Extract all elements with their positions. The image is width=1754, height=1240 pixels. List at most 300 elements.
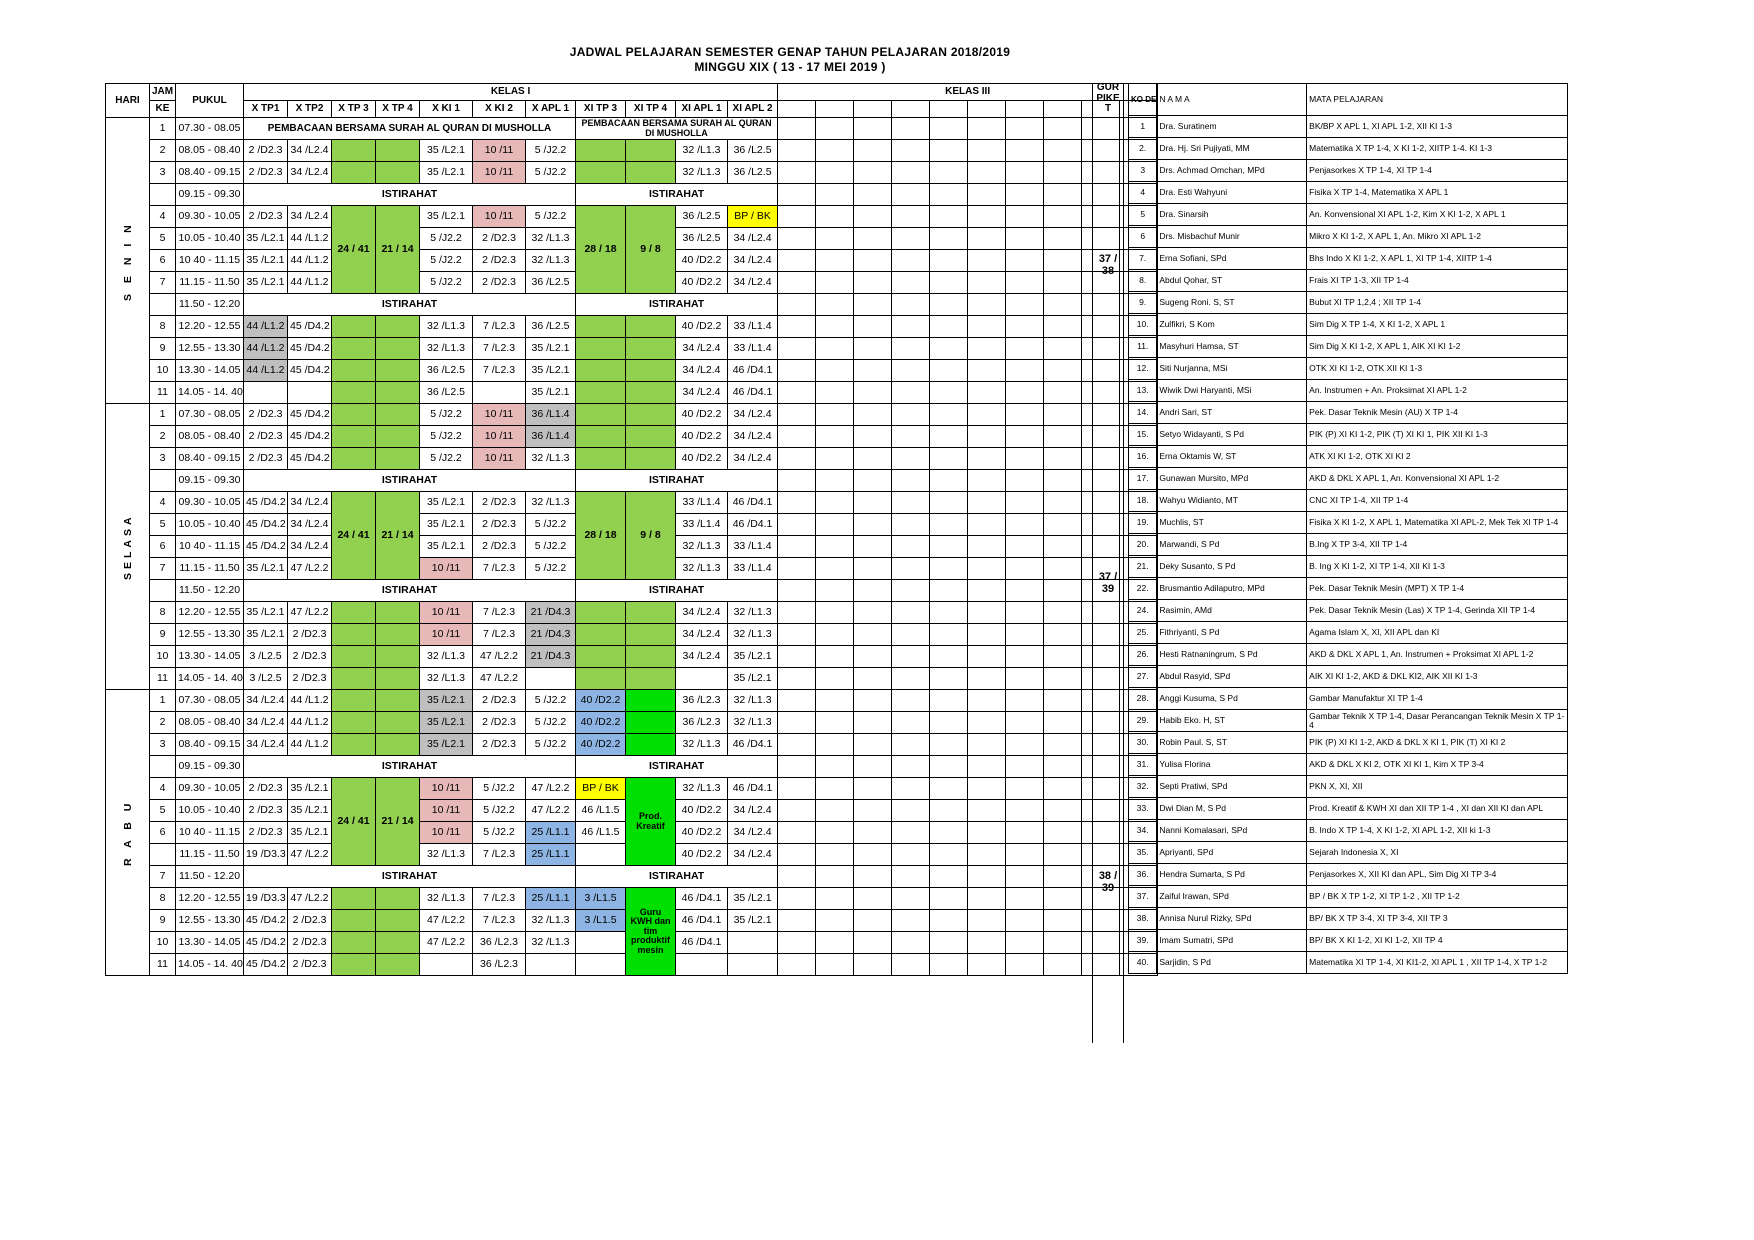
kelas3-cell — [778, 448, 816, 470]
lab-block — [376, 382, 420, 404]
lab-block — [626, 668, 676, 690]
day-label: S E N I N — [106, 118, 150, 404]
class-cell: 7 /L2.3 — [473, 558, 526, 580]
class-cell: 44 /L1.2 — [288, 272, 332, 294]
class-cell: 3 /L2.5 — [244, 646, 288, 668]
kelas3-cell — [778, 118, 816, 140]
kelas3-cell — [968, 272, 1006, 294]
empty-cell — [626, 734, 676, 756]
header-class: X APL 1 — [526, 101, 576, 118]
lab-block: 28 / 18 — [576, 206, 626, 294]
class-cell: 7 /L2.3 — [473, 844, 526, 866]
kelas3-cell — [1044, 448, 1082, 470]
lab-block: 28 / 18 — [576, 492, 626, 580]
kelas3-cell — [816, 338, 854, 360]
teacher-code: 22. — [1129, 578, 1157, 600]
kelas3-cell — [1006, 558, 1044, 580]
class-cell: 7 /L2.3 — [473, 888, 526, 910]
lab-block — [626, 382, 676, 404]
teacher-subject: BK/BP X APL 1, XI APL 1-2, XII KI 1-3 — [1307, 116, 1568, 138]
teacher-subject: Fisika X KI 1-2, X APL 1, Matematika XI APL-2, Mek Tek XI TP 1-4 — [1307, 512, 1568, 534]
kelas3-cell — [968, 888, 1006, 910]
teacher-subject: Pek. Dasar Teknik Mesin (AU) X TP 1-4 — [1307, 402, 1568, 424]
pukul: 10 40 - 11.15 — [176, 822, 244, 844]
kelas3-cell — [1044, 668, 1082, 690]
kelas3-cell — [1006, 118, 1044, 140]
pukul: 12.20 - 12.55 — [176, 316, 244, 338]
kelas3-cell — [968, 514, 1006, 536]
kelas3-cell — [968, 602, 1006, 624]
kelas3-cell — [854, 932, 892, 954]
teacher-row — [1129, 886, 1568, 908]
schedule-row — [106, 382, 1158, 404]
class-cell: 25 /L1.1 — [526, 844, 576, 866]
kelas3-cell — [968, 932, 1006, 954]
class-cell: 35 /L2.1 — [244, 250, 288, 272]
class-cell: 44 /L1.2 — [288, 228, 332, 250]
teacher-name: Setyo Widayanti, S Pd — [1157, 424, 1307, 446]
class-cell: 45 /D4.2 — [244, 492, 288, 514]
class-cell: 40 /D2.2 — [576, 690, 626, 712]
lab-block: 9 / 8 — [626, 206, 676, 294]
class-cell: 34 /L2.4 — [728, 448, 778, 470]
jam-ke — [150, 184, 176, 206]
teacher-name: Erna Oktamis W, ST — [1157, 446, 1307, 468]
class-cell: 34 /L2.4 — [288, 206, 332, 228]
kelas3-cell — [854, 184, 892, 206]
kelas3-cell — [892, 162, 930, 184]
class-cell: 36 /L2.3 — [676, 712, 728, 734]
kelas3-cell — [892, 404, 930, 426]
kelas3-cell — [968, 140, 1006, 162]
kelas3-cell — [816, 250, 854, 272]
pukul: 12.55 - 13.30 — [176, 338, 244, 360]
teacher-name: Wiwik Dwi Haryanti, MSi — [1157, 380, 1307, 402]
teacher-code: 32. — [1129, 776, 1157, 798]
class-cell: 32 /L1.3 — [420, 888, 473, 910]
header-empty — [854, 101, 892, 118]
pukul: 11.50 - 12.20 — [176, 294, 244, 316]
jam-ke: 7 — [150, 866, 176, 888]
kelas3-cell — [778, 228, 816, 250]
pukul: 09.30 - 10.05 — [176, 492, 244, 514]
teacher-code: 40. — [1129, 952, 1157, 974]
kelas3-cell — [816, 206, 854, 228]
jam-ke: 5 — [150, 800, 176, 822]
class-cell: 35 /L2.1 — [420, 690, 473, 712]
teacher-code: 11. — [1129, 336, 1157, 358]
class-cell: 10 /11 — [420, 778, 473, 800]
lab-block — [376, 404, 420, 426]
teacher-subject: B. Ing X KI 1-2, XI TP 1-4, XII KI 1-3 — [1307, 556, 1568, 578]
lab-block — [376, 624, 420, 646]
pukul: 10.05 - 10.40 — [176, 800, 244, 822]
kelas3-cell — [930, 778, 968, 800]
kelas3-cell — [778, 382, 816, 404]
class-cell: 2 /D2.3 — [244, 206, 288, 228]
class-cell: 5 /J2.2 — [526, 734, 576, 756]
kelas3-cell — [778, 294, 816, 316]
header-class: X TP 4 — [376, 101, 420, 118]
lab-block — [376, 888, 420, 910]
class-cell: 21 /D4.3 — [526, 602, 576, 624]
day-label: R A B U — [106, 690, 150, 976]
kelas3-cell — [854, 448, 892, 470]
kelas3-cell — [1044, 470, 1082, 492]
class-cell: 3 /L2.5 — [244, 668, 288, 690]
schedule-row — [106, 778, 1158, 800]
class-cell: 34 /L2.4 — [676, 602, 728, 624]
class-cell: 32 /L1.3 — [526, 492, 576, 514]
kelas3-cell — [1006, 492, 1044, 514]
class-cell: 2 /D2.3 — [244, 426, 288, 448]
class-cell: 35 /L2.1 — [420, 162, 473, 184]
kelas3-cell — [1044, 228, 1082, 250]
kelas3-cell — [892, 712, 930, 734]
kelas3-cell — [1044, 404, 1082, 426]
teacher-subject: Matematika X TP 1-4, X KI 1-2, XIITP 1-4. KI 1-3 — [1307, 138, 1568, 160]
teacher-name: Apriyanti, SPd — [1157, 842, 1307, 864]
kelas3-cell — [1044, 778, 1082, 800]
kelas3-cell — [778, 184, 816, 206]
lab-block — [376, 426, 420, 448]
teacher-name: Dra. Esti Wahyuni — [1157, 182, 1307, 204]
teacher-name: Brusmantio Adilaputro, MPd — [1157, 578, 1307, 600]
teacher-subject: AKD & DKL X APL 1, An. Konvensional XI APL 1-2 — [1307, 468, 1568, 490]
kelas3-cell — [778, 162, 816, 184]
kelas3-cell — [778, 360, 816, 382]
kelas3-cell — [778, 668, 816, 690]
class-cell: 36 /L2.5 — [420, 382, 473, 404]
class-cell: 40 /D2.2 — [676, 800, 728, 822]
teacher-code: 15. — [1129, 424, 1157, 446]
schedule-row — [106, 184, 1158, 206]
prod-kreatif-block: Prod. Kreatif — [626, 778, 676, 866]
header-mapel: MATA PELAJARAN — [1307, 84, 1568, 116]
teacher-subject: Bhs Indo X KI 1-2, X APL 1, XI TP 1-4, XIITP 1-4 — [1307, 248, 1568, 270]
class-cell: 5 /J2.2 — [420, 228, 473, 250]
class-cell: 35 /L2.1 — [526, 360, 576, 382]
empty-cell — [728, 932, 778, 954]
class-cell: 35 /L2.1 — [244, 228, 288, 250]
teacher-code: 28. — [1129, 688, 1157, 710]
kelas3-cell — [854, 316, 892, 338]
kelas3-cell — [892, 118, 930, 140]
kelas3-cell — [778, 338, 816, 360]
teacher-code: 2. — [1129, 138, 1157, 160]
kelas3-cell — [1006, 426, 1044, 448]
pukul: 11.15 - 11.50 — [176, 844, 244, 866]
kelas3-cell — [854, 536, 892, 558]
lab-block — [332, 316, 376, 338]
teacher-name: Drs. Achmad Omchan, MPd — [1157, 160, 1307, 182]
lab-block — [376, 932, 420, 954]
jam-ke: 3 — [150, 162, 176, 184]
kelas3-cell — [892, 888, 930, 910]
kelas3-cell — [1044, 272, 1082, 294]
teacher-row — [1129, 578, 1568, 600]
schedule-row — [106, 712, 1158, 734]
kelas3-cell — [892, 558, 930, 580]
class-cell: 2 /D2.3 — [244, 778, 288, 800]
pukul: 09.15 - 09.30 — [176, 756, 244, 778]
class-cell: 10 /11 — [420, 558, 473, 580]
pukul: 07.30 - 08.05 — [176, 404, 244, 426]
kelas3-cell — [778, 580, 816, 602]
class-cell: 32 /L1.3 — [676, 558, 728, 580]
teacher-name: Habib Eko. H, ST — [1157, 710, 1307, 732]
class-cell: 33 /L1.4 — [728, 558, 778, 580]
class-cell: 19 /D3.3 — [244, 888, 288, 910]
kelas3-cell — [968, 162, 1006, 184]
class-cell: 32 /L1.3 — [420, 668, 473, 690]
teacher-row — [1129, 512, 1568, 534]
kelas3-cell — [968, 448, 1006, 470]
kelas3-cell — [930, 624, 968, 646]
teacher-code: 39. — [1129, 930, 1157, 952]
kelas3-cell — [778, 602, 816, 624]
lab-block — [576, 162, 626, 184]
pukul: 11.50 - 12.20 — [176, 866, 244, 888]
class-cell: 10 /11 — [420, 624, 473, 646]
class-cell: 34 /L2.4 — [288, 514, 332, 536]
kelas3-cell — [816, 778, 854, 800]
teacher-code: 35. — [1129, 842, 1157, 864]
class-cell: 33 /L1.4 — [728, 338, 778, 360]
lab-block — [332, 426, 376, 448]
kelas3-cell — [854, 404, 892, 426]
jam-ke: 3 — [150, 448, 176, 470]
lab-block — [332, 602, 376, 624]
teacher-name: Hendra Sumarta, S Pd — [1157, 864, 1307, 886]
teacher-subject: B.Ing X TP 3-4, XII TP 1-4 — [1307, 534, 1568, 556]
kelas3-cell — [1006, 360, 1044, 382]
class-cell: 10 /11 — [420, 602, 473, 624]
class-cell: 32 /L1.3 — [420, 844, 473, 866]
jam-ke — [150, 844, 176, 866]
teacher-row — [1129, 534, 1568, 556]
class-cell: 2 /D2.3 — [473, 492, 526, 514]
class-cell: 32 /L1.3 — [676, 140, 728, 162]
kelas3-cell — [892, 206, 930, 228]
class-cell: 5 /J2.2 — [526, 558, 576, 580]
teacher-code: 9. — [1129, 292, 1157, 314]
kelas3-cell — [778, 514, 816, 536]
empty-cell — [626, 690, 676, 712]
pukul: 12.20 - 12.55 — [176, 602, 244, 624]
teacher-code: 17. — [1129, 468, 1157, 490]
pukul: 08.05 - 08.40 — [176, 712, 244, 734]
kelas3-cell — [892, 602, 930, 624]
class-cell: 32 /L1.3 — [420, 338, 473, 360]
teacher-subject: B. Indo X TP 1-4, X KI 1-2, XI APL 1-2, XII ki 1-3 — [1307, 820, 1568, 842]
class-cell: 35 /L2.1 — [288, 778, 332, 800]
teacher-name: Sugeng Roni. S, ST — [1157, 292, 1307, 314]
lab-block: 24 / 41 — [332, 778, 376, 866]
jam-ke: 6 — [150, 250, 176, 272]
class-cell: 35 /L2.1 — [288, 822, 332, 844]
teacher-name: Rasimin, AMd — [1157, 600, 1307, 622]
kelas3-cell — [854, 294, 892, 316]
class-cell: 45 /D4.2 — [288, 316, 332, 338]
teacher-row — [1129, 116, 1568, 138]
lab-block — [376, 602, 420, 624]
teacher-row — [1129, 820, 1568, 842]
teacher-row — [1129, 666, 1568, 688]
class-cell: 7 /L2.3 — [473, 910, 526, 932]
lab-block — [576, 426, 626, 448]
kelas3-cell — [930, 800, 968, 822]
lab-block — [576, 316, 626, 338]
lab-block — [626, 602, 676, 624]
empty-cell — [420, 954, 473, 976]
kelas3-cell — [968, 822, 1006, 844]
kelas3-cell — [854, 118, 892, 140]
kelas3-cell — [968, 624, 1006, 646]
jam-ke: 10 — [150, 932, 176, 954]
jam-ke: 6 — [150, 822, 176, 844]
kelas3-cell — [778, 712, 816, 734]
class-cell: 2 /D2.3 — [244, 140, 288, 162]
class-cell: 10 /11 — [473, 404, 526, 426]
teacher-table — [1128, 83, 1568, 974]
teacher-row — [1129, 248, 1568, 270]
jam-ke: 6 — [150, 536, 176, 558]
teacher-subject: Agama Islam X, XI, XII APL dan KI — [1307, 622, 1568, 644]
kelas3-cell — [892, 866, 930, 888]
kelas3-cell — [930, 866, 968, 888]
jam-ke: 11 — [150, 382, 176, 404]
jam-ke — [150, 756, 176, 778]
jam-ke: 4 — [150, 778, 176, 800]
kelas3-cell — [1044, 602, 1082, 624]
class-cell: 21 /D4.3 — [526, 646, 576, 668]
teacher-name: Erna Sofiani, SPd — [1157, 248, 1307, 270]
kelas3-cell — [854, 888, 892, 910]
kelas3-cell — [968, 426, 1006, 448]
kelas3-cell — [816, 272, 854, 294]
schedule-row — [106, 888, 1158, 910]
kelas3-cell — [930, 536, 968, 558]
schedule-row — [106, 206, 1158, 228]
class-cell: 2 /D2.3 — [244, 800, 288, 822]
istirahat-label: ISTIRAHAT — [244, 756, 576, 778]
class-cell: 3 /L1.5 — [576, 888, 626, 910]
guru-kwh-block: Guru KWH dan tim produktif mesin — [626, 888, 676, 976]
class-cell: 44 /L1.2 — [288, 712, 332, 734]
class-cell: 2 /D2.3 — [244, 404, 288, 426]
lab-block: 24 / 41 — [332, 206, 376, 294]
kelas3-cell — [892, 932, 930, 954]
class-cell: 32 /L1.3 — [728, 602, 778, 624]
kelas3-cell — [892, 426, 930, 448]
teacher-name: Fithriyanti, S Pd — [1157, 622, 1307, 644]
lab-block — [376, 954, 420, 976]
class-cell: 45 /D4.2 — [244, 910, 288, 932]
kelas3-cell — [778, 778, 816, 800]
kelas3-cell — [968, 184, 1006, 206]
kelas3-cell — [778, 690, 816, 712]
class-cell: 40 /D2.2 — [676, 844, 728, 866]
class-cell: 2 /D2.3 — [473, 250, 526, 272]
kelas3-cell — [1044, 866, 1082, 888]
kelas3-cell — [930, 316, 968, 338]
kelas3-cell — [930, 294, 968, 316]
lab-block — [332, 624, 376, 646]
lab-block — [332, 954, 376, 976]
kelas3-cell — [816, 602, 854, 624]
lab-block — [332, 404, 376, 426]
header-kelas-1: KELAS I — [244, 84, 778, 101]
jam-ke: 2 — [150, 140, 176, 162]
lab-block — [332, 910, 376, 932]
class-cell: 36 /L2.5 — [676, 228, 728, 250]
schedule-row — [106, 316, 1158, 338]
class-cell: 34 /L2.4 — [728, 404, 778, 426]
kelas3-cell — [930, 184, 968, 206]
teacher-code: 36. — [1129, 864, 1157, 886]
kelas3-cell — [1006, 910, 1044, 932]
class-cell: 47 /L2.2 — [420, 910, 473, 932]
class-cell: 5 /J2.2 — [473, 778, 526, 800]
kelas3-cell — [930, 910, 968, 932]
lab-block — [626, 404, 676, 426]
kelas3-cell — [930, 844, 968, 866]
kelas3-cell — [892, 470, 930, 492]
class-cell: 40 /D2.2 — [676, 316, 728, 338]
kelas3-cell — [968, 470, 1006, 492]
teacher-name: Marwandi, S Pd — [1157, 534, 1307, 556]
kelas3-cell — [930, 338, 968, 360]
kelas3-cell — [892, 382, 930, 404]
pukul: 11.15 - 11.50 — [176, 272, 244, 294]
jam-ke: 9 — [150, 624, 176, 646]
class-cell: 47 /L2.2 — [288, 602, 332, 624]
class-cell: 5 /J2.2 — [473, 822, 526, 844]
class-cell: 35 /L2.1 — [288, 800, 332, 822]
jam-ke: 4 — [150, 492, 176, 514]
pukul: 13.30 - 14.05 — [176, 646, 244, 668]
jam-ke: 5 — [150, 514, 176, 536]
teacher-row — [1129, 732, 1568, 754]
kelas3-cell — [854, 866, 892, 888]
class-cell: 2 /D2.3 — [473, 228, 526, 250]
class-cell: 36 /L2.5 — [526, 316, 576, 338]
kelas3-cell — [816, 514, 854, 536]
kelas3-cell — [968, 382, 1006, 404]
kelas3-cell — [930, 228, 968, 250]
lab-block — [376, 712, 420, 734]
teacher-row — [1129, 864, 1568, 886]
kelas3-cell — [968, 118, 1006, 140]
kelas3-cell — [930, 602, 968, 624]
class-cell — [244, 382, 288, 404]
empty-cell — [576, 932, 626, 954]
pukul: 08.40 - 09.15 — [176, 448, 244, 470]
kelas3-cell — [968, 338, 1006, 360]
class-cell: 5 /J2.2 — [526, 690, 576, 712]
kelas3-cell — [930, 822, 968, 844]
header-ke: KE — [150, 101, 176, 118]
teacher-subject: ATK XI KI 1-2, OTK XI KI 2 — [1307, 446, 1568, 468]
jam-ke: 1 — [150, 118, 176, 140]
kelas3-cell — [1006, 162, 1044, 184]
kelas3-cell — [1006, 734, 1044, 756]
teacher-code: 38. — [1129, 908, 1157, 930]
kelas3-cell — [968, 646, 1006, 668]
kelas3-cell — [892, 734, 930, 756]
lab-block — [576, 646, 626, 668]
